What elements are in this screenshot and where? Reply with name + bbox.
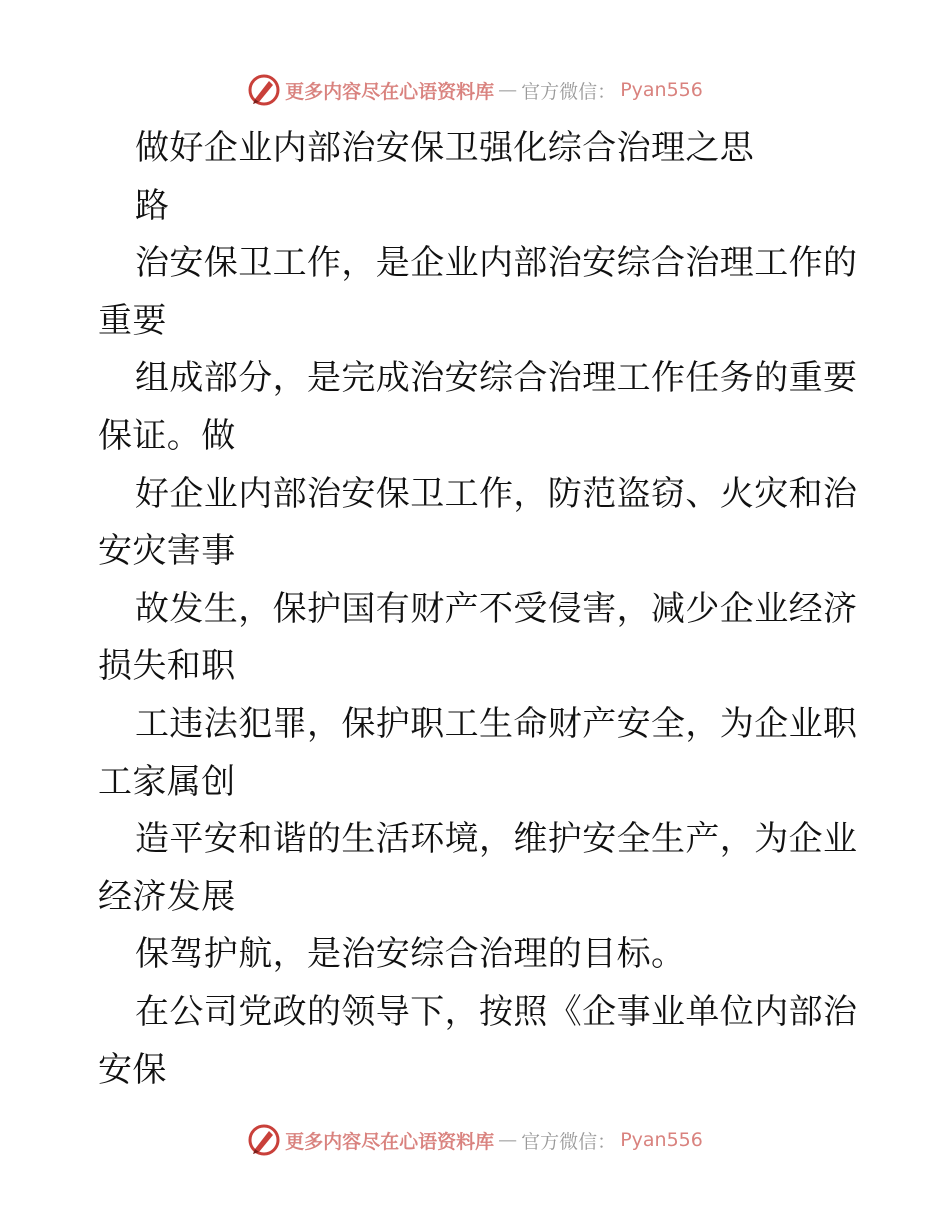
footer-watermark — [0, 1120, 950, 1160]
watermark-wechat-label: 官方微信： — [521, 80, 617, 103]
paragraph-line: 安灾害事 — [98, 531, 236, 572]
document-body — [98, 120, 858, 1099]
paragraph-line: 故发生，保护国有财产不受侵害，减少企业经济 — [135, 588, 858, 629]
paragraph-line: 在公司党政的领导下，按照《企事业单位内部治 — [135, 991, 858, 1032]
pen-logo-icon — [247, 73, 281, 107]
paragraph-line: 好企业内部治安保卫工作，防范盗窃、火灾和治 — [135, 473, 858, 514]
pen-logo-icon — [247, 1123, 281, 1157]
paragraph-line: 治安保卫工作，是企业内部治安综合治理工作的 — [135, 243, 858, 284]
paragraph-line: 工家属创 — [98, 761, 236, 802]
paragraph-line: 安保 — [98, 1049, 167, 1090]
watermark-site-text: 更多内容尽在心语资料库 — [285, 1130, 495, 1153]
watermark-site-text: 更多内容尽在心语资料库 — [285, 80, 495, 103]
document-title-line-1: 做好企业内部治安保卫强化综合治理之思 — [135, 128, 755, 168]
watermark-separator: — — [498, 1129, 518, 1151]
watermark-wechat-id: Pyan556 — [620, 79, 703, 101]
paragraph-line: 组成部分，是完成治安综合治理工作任务的重要 — [135, 358, 858, 399]
paragraph-line: 保证。做 — [98, 415, 236, 456]
paragraph-line: 经济发展 — [98, 876, 236, 917]
paragraph-line: 损失和职 — [98, 646, 236, 687]
paragraph-line: 重要 — [98, 300, 167, 341]
paragraph-line: 工违法犯罪，保护职工生命财产安全，为企业职 — [135, 703, 858, 744]
paragraph-line: 造平安和谐的生活环境，维护安全生产，为企业 — [135, 819, 858, 860]
document-title-line-2: 路 — [135, 185, 170, 226]
watermark-wechat-label: 官方微信： — [521, 1130, 617, 1153]
paragraph-line: 保驾护航，是治安综合治理的目标。 — [135, 934, 686, 975]
watermark-wechat-id: Pyan556 — [620, 1129, 703, 1151]
watermark-separator: — — [498, 79, 518, 101]
header-watermark — [0, 70, 950, 110]
